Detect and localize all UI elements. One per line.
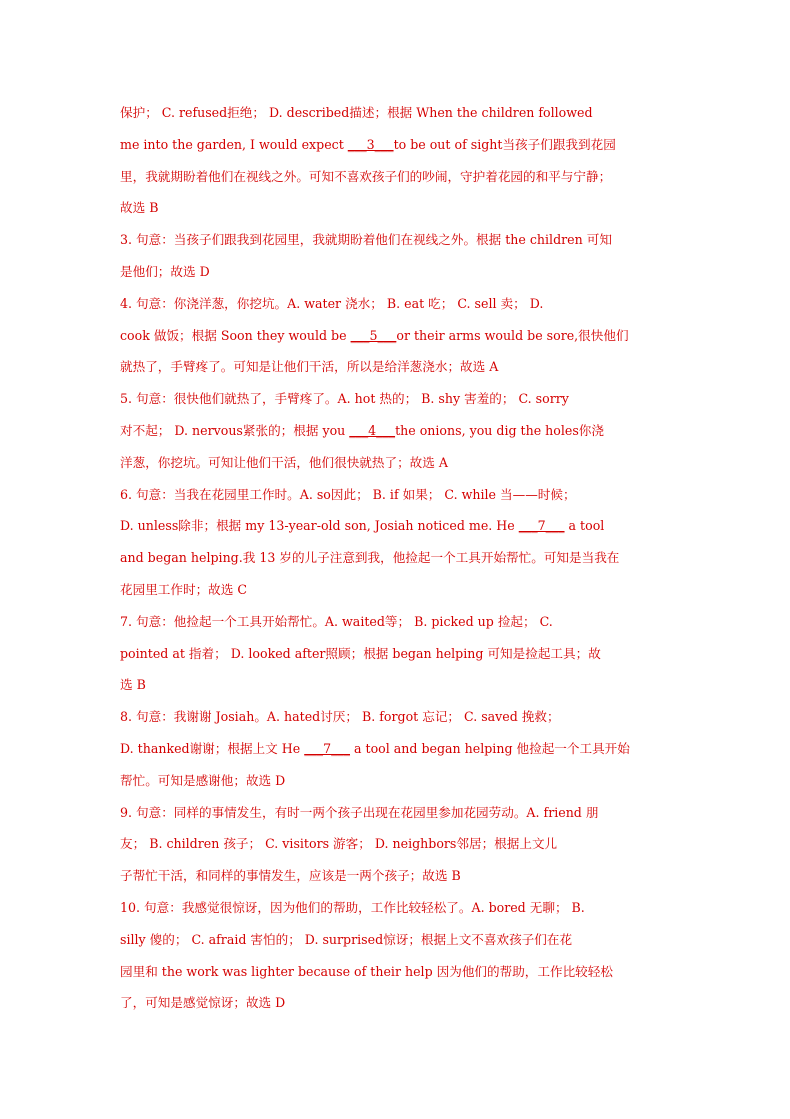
text-run: 对不起； D. nervous紧张的；根据 you (120, 422, 350, 438)
text-line (120, 161, 672, 193)
text-line (120, 129, 672, 161)
text-line (120, 574, 672, 606)
text-run: D. thanked谢谢；根据上文 He (120, 740, 305, 756)
text-run: a tool and began helping 他捡起一个工具开始 (350, 740, 630, 756)
text-line (120, 669, 672, 701)
text-run: 9. 句意：同样的事情发生，有时一两个孩子出现在花园里参加花园劳动。A. friend 朋 (120, 804, 599, 820)
text-line (120, 797, 672, 829)
text-run: 友； B. children 孩子； C. visitors 游客； D. neighbors邻居；根据上文儿 (120, 836, 558, 852)
blank-number: ___3___ (347, 136, 394, 152)
text-run: 子帮忙干活，和同样的事情发生，应该是一两个孩子；故选 B (120, 868, 461, 884)
text-line (120, 256, 672, 288)
text-run: the onions, you dig the holes你浇 (395, 422, 604, 438)
text-line (120, 828, 672, 860)
text-line (120, 479, 672, 511)
text-line (120, 542, 672, 574)
text-line (120, 987, 672, 1019)
text-line (120, 606, 672, 638)
text-line (120, 860, 672, 892)
text-run: D. unless除非；根据 my 13-year-old son, Josiah noticed me. He (120, 518, 519, 534)
text-run: 帮忙。可知是感谢他；故选 D (120, 772, 286, 788)
text-line (120, 224, 672, 256)
answer-explanation-text (120, 97, 672, 1019)
text-run: 里，我就期盼着他们在视线之外。可知不喜欢孩子们的吵闹，守护着花园的和平与宁静； (120, 168, 612, 184)
text-line (120, 447, 672, 479)
text-run: me into the garden, I would expect (120, 136, 348, 152)
text-run: 园里和 the work was lighter because of their help 因为他们的帮助，工作比较轻松 (120, 963, 613, 979)
blank-number: ___7___ (304, 740, 350, 756)
text-line (120, 892, 672, 924)
text-run: 8. 句意：我谢谢 Josiah。A. hated讨厌； B. forgot 忘记； C. saved 挽救； (120, 709, 560, 725)
text-line (120, 924, 672, 956)
blank-number: ___4___ (349, 422, 396, 438)
text-run: 6. 句意：当我在花园里工作时。A. so因此； B. if 如果； C. while 当——时候； (120, 486, 576, 502)
blank-number: ___7___ (518, 518, 565, 534)
text-run: 故选 B (120, 200, 159, 216)
text-run: 3. 句意：当孩子们跟我到花园里，我就期盼着他们在视线之外。根据 the children 可知 (120, 232, 612, 248)
text-line (120, 415, 672, 447)
text-run: pointed at 指着； D. looked after照顾；根据 began helping 可知是捡起工具；故 (120, 645, 601, 661)
text-line (120, 733, 672, 765)
text-run: 花园里工作时；故选 C (120, 581, 247, 597)
text-run: 选 B (120, 677, 146, 693)
text-line (120, 383, 672, 415)
text-run: 4. 句意：你浇洋葱，你挖坑。A. water 浇水； B. eat 吃； C. sell 卖； D. (120, 295, 544, 311)
text-line (120, 510, 672, 542)
text-line (120, 638, 672, 670)
text-run: 7. 句意：他捡起一个工具开始帮忙。A. waited等； B. picked up 捡起； C. (120, 613, 553, 629)
text-run: silly 傻的； C. afraid 害怕的； D. surprised惊讶；根据上文不喜欢孩子们在花 (120, 931, 573, 947)
text-run: 保护； C. refused拒绝； D. described描述；根据 When the children followed (120, 105, 593, 120)
text-line (120, 97, 672, 129)
blank-number: ___5___ (350, 327, 397, 343)
text-line (120, 288, 672, 320)
text-line (120, 320, 672, 352)
text-line (120, 765, 672, 797)
text-run: 洋葱，你挖坑。可知让他们干活，他们很快就热了；故选 A (120, 454, 448, 470)
text-run: 了，可知是感觉惊讶；故选 D (120, 995, 286, 1011)
text-run: or their arms would be sore,很快他们 (396, 327, 629, 343)
text-run: 5. 句意：很快他们就热了，手臂疼了。A. hot 热的； B. shy 害羞的； C. sorry (120, 391, 569, 407)
text-run: to be out of sight当孩子们跟我到花园 (393, 136, 616, 152)
text-run: 是他们；故选 D (120, 263, 210, 279)
text-line (120, 351, 672, 383)
text-line (120, 192, 672, 224)
text-run: and began helping.我 13 岁的儿子注意到我，他捡起一个工具开始帮忙。可知是当我在 (120, 550, 620, 566)
text-line (120, 956, 672, 988)
text-run: 就热了，手臂疼了。可知是让他们干活，所以是给洋葱浇水；故选 A (120, 359, 499, 375)
text-run: a tool (564, 518, 605, 534)
text-run: 10. 句意：我感觉很惊讶，因为他们的帮助，工作比较轻松了。A. bored 无聊； B. (120, 899, 585, 915)
text-run: cook 做饭；根据 Soon they would be (120, 327, 351, 343)
text-line (120, 701, 672, 733)
